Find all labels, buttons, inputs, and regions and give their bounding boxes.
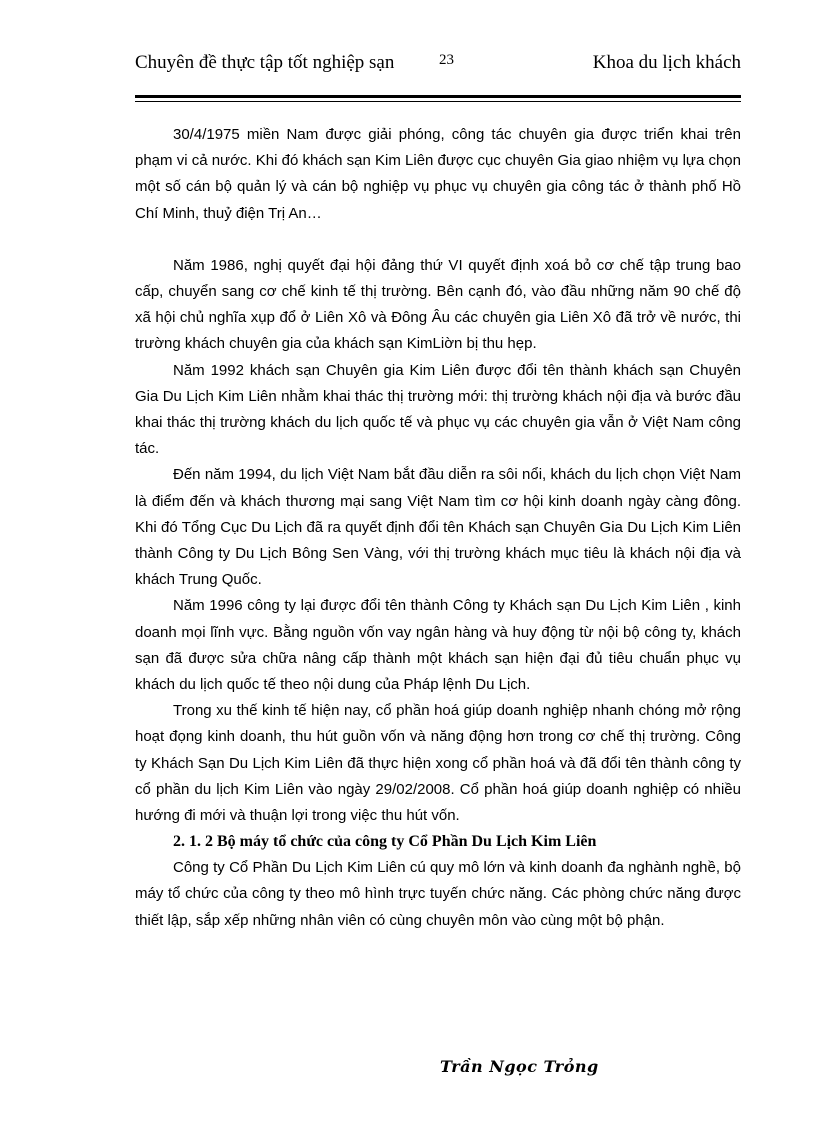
paragraph: Năm 1996 công ty lại được đổi tên thành Công ty Khách sạn Du Lịch Kim Liên , kinh doanh mọi lĩnh vực. Bằng nguồn vốn vay ngân hàng và huy động từ nội bộ công ty, khách sạn đã được sửa chữa nâng cấp thành một khách sạn hiện đại đủ tiêu chuẩn phục vụ khách du lịch quốc tế theo nội dung của Pháp lệnh Du Lịch. <box>135 597 741 694</box>
page-header <box>135 48 741 102</box>
paragraph: Năm 1992 khách sạn Chuyên gia Kim Liên được đổi tên thành khách sạn Chuyên Gia Du Lịch Kim Liên nhằm khai thác thị trường mới: thị trường khách nội địa và bước đầu khai thác thị trường khách du lịch quốc tế và phục vụ các chuyên gia vẫn ở Việt Nam công tác. <box>135 361 741 458</box>
header-document-title: Chuyên đề thực tập tốt nghiệp sạn <box>135 52 395 73</box>
header-faculty: Khoa du lịch khách <box>592 52 741 73</box>
author-signature: Trần Ngọc Trỏng <box>440 1057 599 1076</box>
document-body <box>135 122 741 934</box>
paragraph: Trong xu thế kinh tế hiện nay, cổ phần hoá giúp doanh nghiệp nhanh chóng mở rộng hoạt đọng kinh doanh, thu hút guồn vốn và năng động hơn trong cơ chế thị trường. Công ty Khách Sạn Du Lịch Kim Liên đã thực hiện xong cổ phần hoá và đã đổi tên thành công ty cổ phần du lịch Kim Liên vào ngày 29/02/2008. Cổ phần hoá giúp doanh nghiệp có nhiều hướng đi mới và thuận lợi trong việc thu hút vốn. <box>135 702 741 825</box>
paragraph: Công ty Cổ Phần Du Lịch Kim Liên cú quy mô lớn và kinh doanh đa nghành nghề, bộ máy tổ chức của công ty theo mô hình trực tuyến chức năng. Các phòng chức năng được thiết lập, sắp xếp những nhân viên có cùng chuyên môn vào cùng một bộ phận. <box>135 859 741 929</box>
section-heading: 2. 1. 2 Bộ máy tổ chức của công ty Cổ Phần Du Lịch Kim Liên <box>173 833 597 851</box>
page-number: 23 <box>439 52 454 68</box>
header-rule-thick <box>135 95 741 98</box>
paragraph: Đến năm 1994, du lịch Việt Nam bắt đầu diễn ra sôi nổi, khách du lịch chọn Việt Nam là điểm đến và khách thương mại sang Việt Nam tìm cơ hội kinh doanh ngày càng đông. Khi đó Tổng Cục Du Lịch đã ra quyết định đổi tên Khách sạn Chuyên Gia Du Lịch Kim Liên thành Công ty Du Lịch Bông Sen Vàng, với thị trường khách mục tiêu là khách nội địa và khách Trung Quốc. <box>135 466 741 589</box>
header-rule-thin <box>135 101 741 102</box>
paragraph: 30/4/1975 miền Nam được giải phóng, công tác chuyên gia được triển khai trên phạm vi cả nước. Khi đó khách sạn Kim Liên được cục chuyên Gia giao nhiệm vụ lựa chọn một số cán bộ quản lý và cán bộ nghiệp vụ phục vụ chuyên gia công tác ở thành phố Hồ Chí Minh, thuỷ điện Trị An… <box>135 126 741 222</box>
paragraph: Năm 1986, nghị quyết đại hội đảng thứ VI quyết định xoá bỏ cơ chế tập trung bao cấp, chuyển sang cơ chế kinh tế thị trường. Bên cạnh đó, vào đầu những năm 90 chế độ xã hội chủ nghĩa xụp đổ ở Liên Xô và Đông Âu các chuyên gia Liên Xô đã trở về nước, thi trường khách chuyên gia của khách sạn KimLiờn bị thu hẹp. <box>135 256 741 353</box>
